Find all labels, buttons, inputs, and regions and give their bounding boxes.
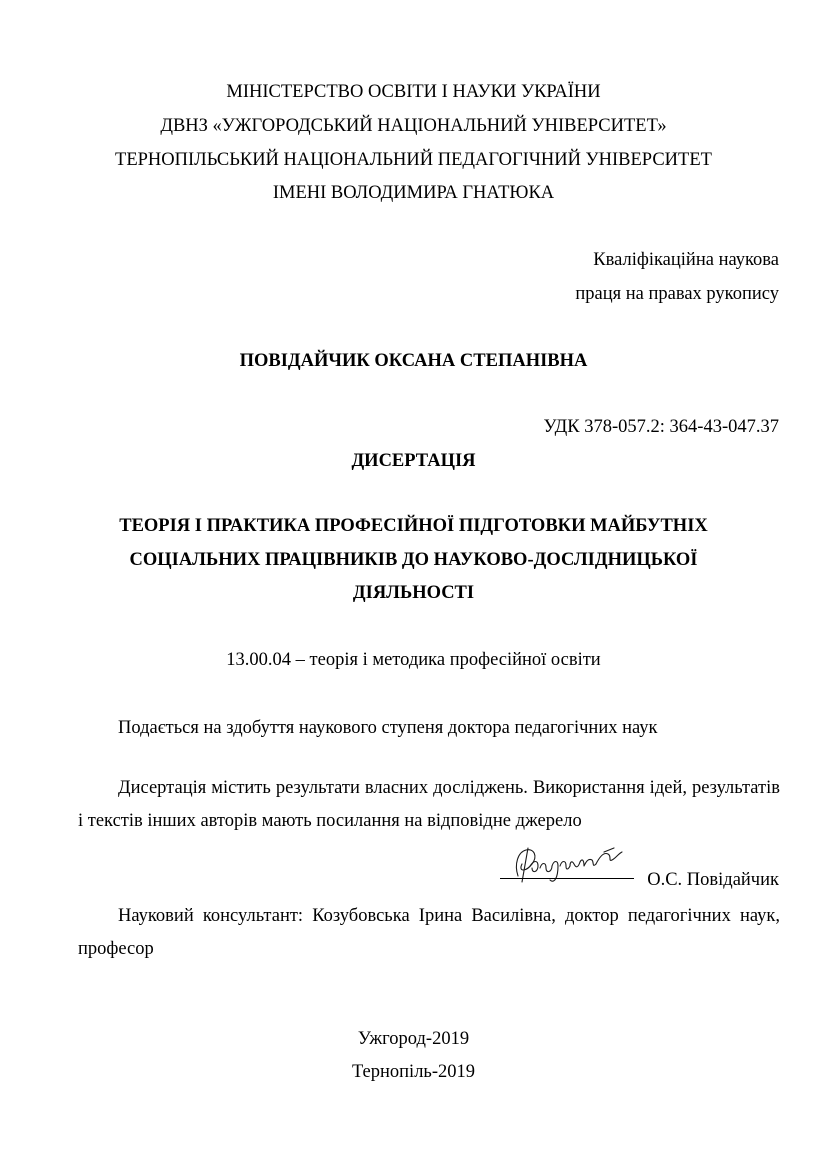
city-year-ternopil: Тернопіль-2019 (351, 1062, 476, 1082)
author-name: ПОВІДАЙЧИК ОКСАНА СТЕПАНІВНА (239, 351, 588, 371)
udc-code: УДК 378-057.2: 364-43-047.37 (543, 417, 779, 437)
city-year-uzhhorod: Ужгород-2019 (357, 1029, 470, 1049)
qualification-line1: Кваліфікаційна наукова (593, 250, 779, 270)
university-ternopil-line2: ІМЕНІ ВОЛОДИМИРА ГНАТЮКА (272, 183, 555, 203)
signatory-name: О.С. Повідайчик (647, 870, 779, 890)
dissertation-title-line3: ДІЯЛЬНОСТІ (352, 583, 475, 603)
dissertation-title-line2: СОЦІАЛЬНИХ ПРАЦІВНИКІВ ДО НАУКОВО-ДОСЛІДНИЦЬКОЇ (129, 550, 698, 570)
university-ternopil-line1: ТЕРНОПІЛЬСЬКИЙ НАЦІОНАЛЬНИЙ ПЕДАГОГІЧНИЙ УНІВЕРСИТЕТ (115, 150, 712, 170)
qualification-line2: праця на правах рукопису (575, 284, 779, 304)
ministry-name: МІНІСТЕРСТВО ОСВІТИ І НАУКИ УКРАЇНИ (226, 82, 601, 102)
originality-statement: Дисертація містить результати власних досліджень. Використання ідей, результатів і текстів інших авторів мають посилання на відповідне джерело (78, 778, 780, 831)
document-type: ДИСЕРТАЦІЯ (351, 451, 476, 471)
degree-statement: Подається на здобуття наукового ступеня доктора педагогічних наук (118, 718, 658, 738)
dissertation-title-line1: ТЕОРІЯ І ПРАКТИКА ПРОФЕСІЙНОЇ ПІДГОТОВКИ МАЙБУТНІХ (119, 516, 708, 536)
university-uzhhorod: ДВНЗ «УЖГОРОДСЬКИЙ НАЦІОНАЛЬНИЙ УНІВЕРСИТЕТ» (160, 116, 667, 136)
handwritten-signature (508, 842, 626, 886)
signature-line (500, 878, 634, 879)
specialty: 13.00.04 – теорія і методика професійної освіти (226, 650, 601, 670)
scientific-consultant: Науковий консультант: Козубовська Ірина Василівна, доктор педагогічних наук, професор (78, 906, 780, 959)
